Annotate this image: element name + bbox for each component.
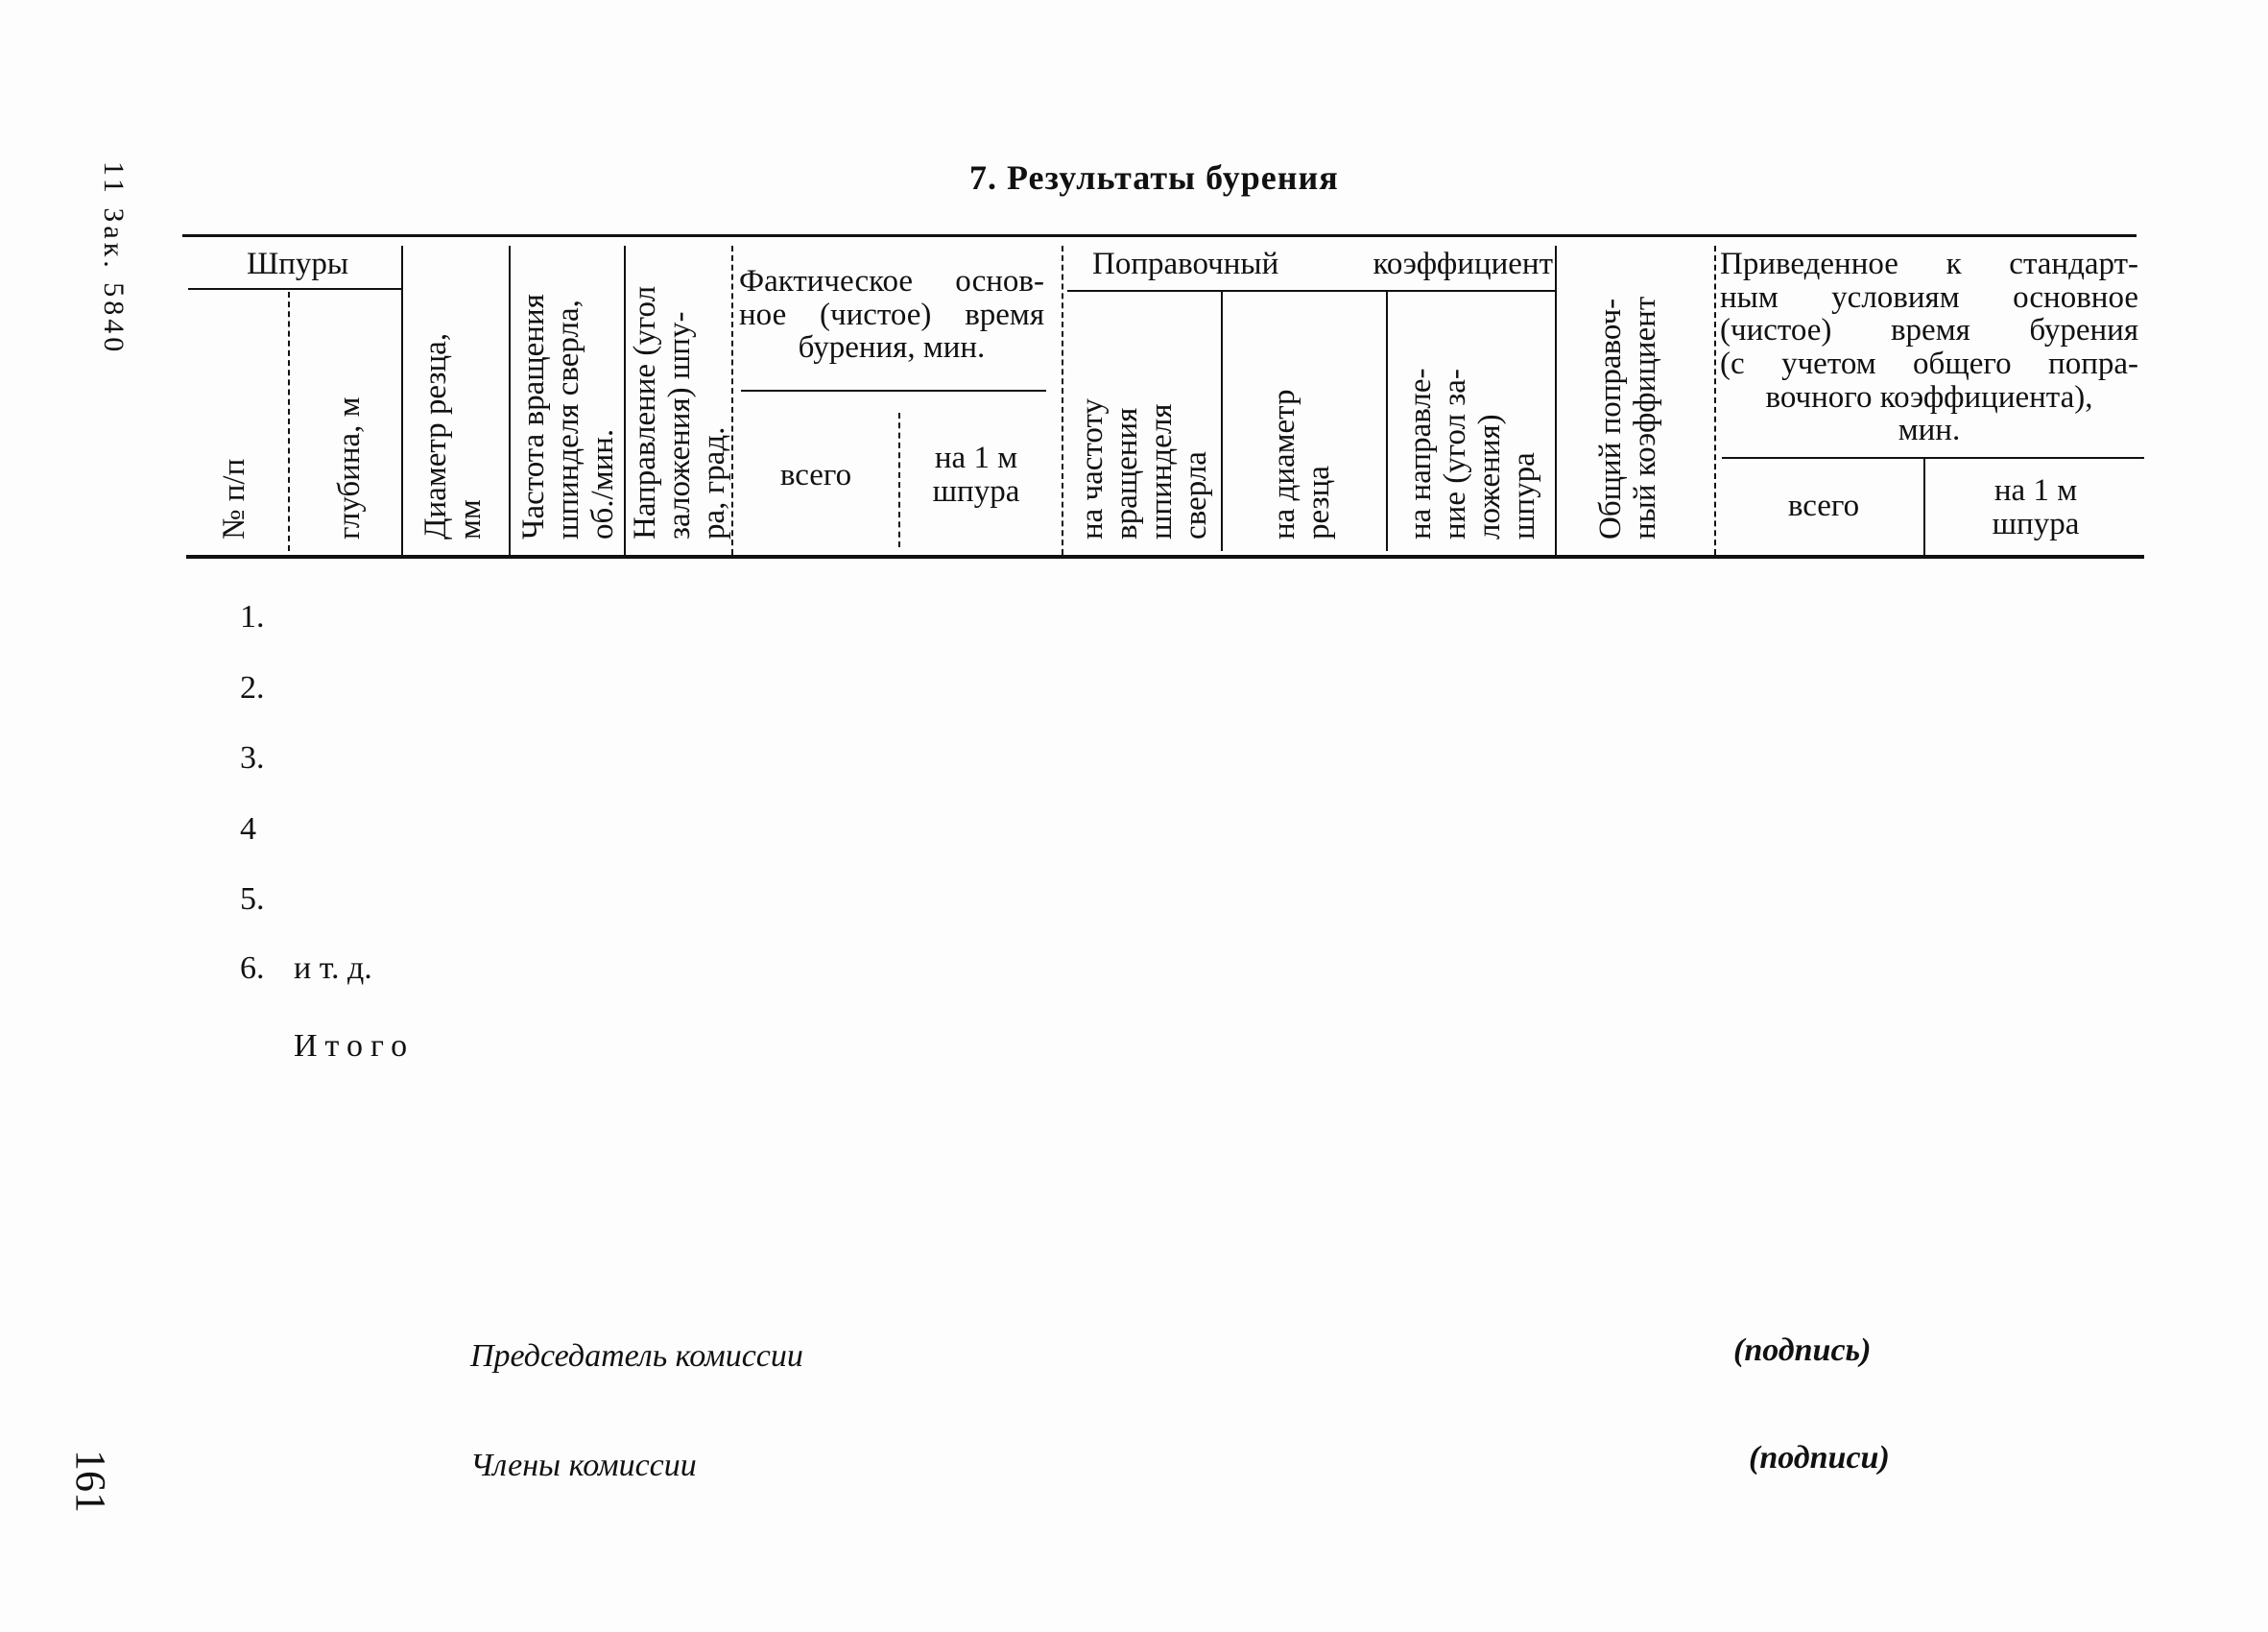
total-correction-line2: ный коэффициент — [1628, 296, 1662, 540]
direction-line3: ра, град. — [697, 426, 731, 540]
actual-time-underline — [741, 390, 1046, 392]
total-correction-line1: Общий поправоч- — [1593, 298, 1628, 540]
chairman-signature-placeholder: (подпись) — [1733, 1332, 1872, 1368]
order-note-text: 11 Зак. 5840 — [98, 161, 130, 356]
members-signature-placeholder: (подписи) — [1749, 1440, 1890, 1476]
correction-underline — [1067, 290, 1555, 292]
reduced-time-line1: Приведенное к стандарт- — [1720, 247, 2138, 281]
divider-num-depth — [288, 292, 290, 551]
header-corr-diameter — [1267, 389, 1336, 540]
divider-corr-speed-diameter — [1221, 292, 1223, 551]
header-reduced-per-m — [1931, 474, 2140, 540]
divider-direction-actual — [731, 246, 733, 555]
divider-correction-total — [1555, 246, 1557, 555]
corr-direction-line2: ние (угол за- — [1438, 369, 1472, 540]
table-top-rule — [182, 234, 2137, 237]
members-label: Члены комиссии — [470, 1448, 697, 1483]
header-cutter-diameter — [418, 333, 488, 540]
divider-actual-total-perm — [898, 413, 900, 547]
actual-time-line1: Фактическое основ- — [739, 264, 1044, 299]
reduced-time-line2: ным условиям основное — [1720, 279, 2138, 315]
divider-depth-diameter — [401, 246, 403, 555]
header-corr-speed — [1075, 398, 1213, 540]
divider-actual-correction — [1062, 246, 1063, 555]
corr-speed-line3: шпинделя — [1144, 403, 1179, 540]
table-row-6: 6. — [240, 950, 265, 986]
reduced-time-line5: вочного коэффициента), — [1765, 379, 2093, 415]
header-actual-per-m — [906, 442, 1046, 508]
spindle-speed-line3: об./мин. — [585, 428, 620, 540]
reduced-time-line4: (с учетом общего попра- — [1720, 346, 2138, 381]
divider-corr-diameter-direction — [1386, 292, 1388, 551]
header-reduced-time — [1720, 248, 2138, 447]
cutter-diameter-line2: мм — [453, 499, 488, 540]
table-row-1: 1. — [240, 599, 265, 635]
reduced-per-m-line2: шпура — [1992, 506, 2080, 541]
header-correction: Поправочный коэффициент — [1092, 247, 1553, 281]
page-number: 161 — [67, 1450, 114, 1513]
header-shpury: Шпуры — [246, 247, 349, 281]
divider-reduced-total-perm — [1923, 459, 1925, 555]
corr-direction-line4: шпура — [1507, 452, 1541, 540]
total-row-label: Итого — [294, 1028, 416, 1064]
header-spindle-speed — [516, 294, 620, 540]
corr-diameter-line1: на диаметр — [1267, 389, 1301, 540]
header-num: № п/п — [217, 458, 251, 540]
divider-diameter-speed — [509, 246, 511, 555]
table-row-4: 4 — [240, 811, 256, 847]
header-actual-time — [739, 265, 1044, 365]
corr-direction-line1: на направле- — [1403, 368, 1438, 540]
header-reduced-total: всего — [1787, 489, 1860, 523]
shpury-underline — [188, 288, 401, 290]
direction-line2: заложения) шпу- — [662, 311, 697, 540]
divider-speed-direction — [624, 246, 626, 555]
actual-per-m-line2: шпура — [932, 473, 1020, 509]
table-row-3: 3. — [240, 740, 265, 776]
header-direction — [628, 286, 731, 540]
direction-line1: Направление (угол — [628, 285, 662, 540]
corr-speed-line4: сверла — [1179, 451, 1213, 540]
corr-speed-line2: вращения — [1110, 407, 1144, 540]
divider-total-reduced — [1714, 246, 1716, 555]
margin-order-note — [72, 161, 130, 449]
cutter-diameter-line1: Диаметр резца, — [418, 332, 453, 540]
table-row-2: 2. — [240, 670, 265, 706]
reduced-time-underline — [1722, 457, 2144, 459]
corr-speed-line1: на частоту — [1075, 398, 1110, 540]
reduced-per-m-line1: на 1 м — [1993, 473, 2078, 508]
header-total-correction — [1593, 297, 1662, 540]
header-actual-total: всего — [779, 458, 852, 492]
actual-time-line3: бурения, мин. — [798, 330, 986, 366]
section-title: 7. Результаты бурения — [969, 158, 1339, 197]
table-row-5: 5. — [240, 881, 265, 917]
spindle-speed-line1: Частота вращения — [516, 294, 551, 540]
actual-per-m-line1: на 1 м — [934, 441, 1018, 475]
reduced-time-line6: мин. — [1898, 413, 1961, 448]
row-6-note: и т. д. — [294, 950, 372, 986]
corr-direction-line3: ложения) — [1472, 414, 1507, 540]
header-depth: глубина, м — [332, 396, 367, 540]
spindle-speed-line2: шпинделя сверла, — [551, 300, 585, 540]
table-header-bottom-rule — [186, 555, 2144, 559]
corr-diameter-line2: резца — [1301, 466, 1336, 540]
reduced-time-line3: (чистое) время бурения — [1720, 313, 2138, 348]
actual-time-line2: ное (чистое) время — [739, 297, 1044, 332]
chairman-label: Председатель комиссии — [470, 1338, 803, 1374]
header-corr-direction — [1403, 369, 1541, 540]
